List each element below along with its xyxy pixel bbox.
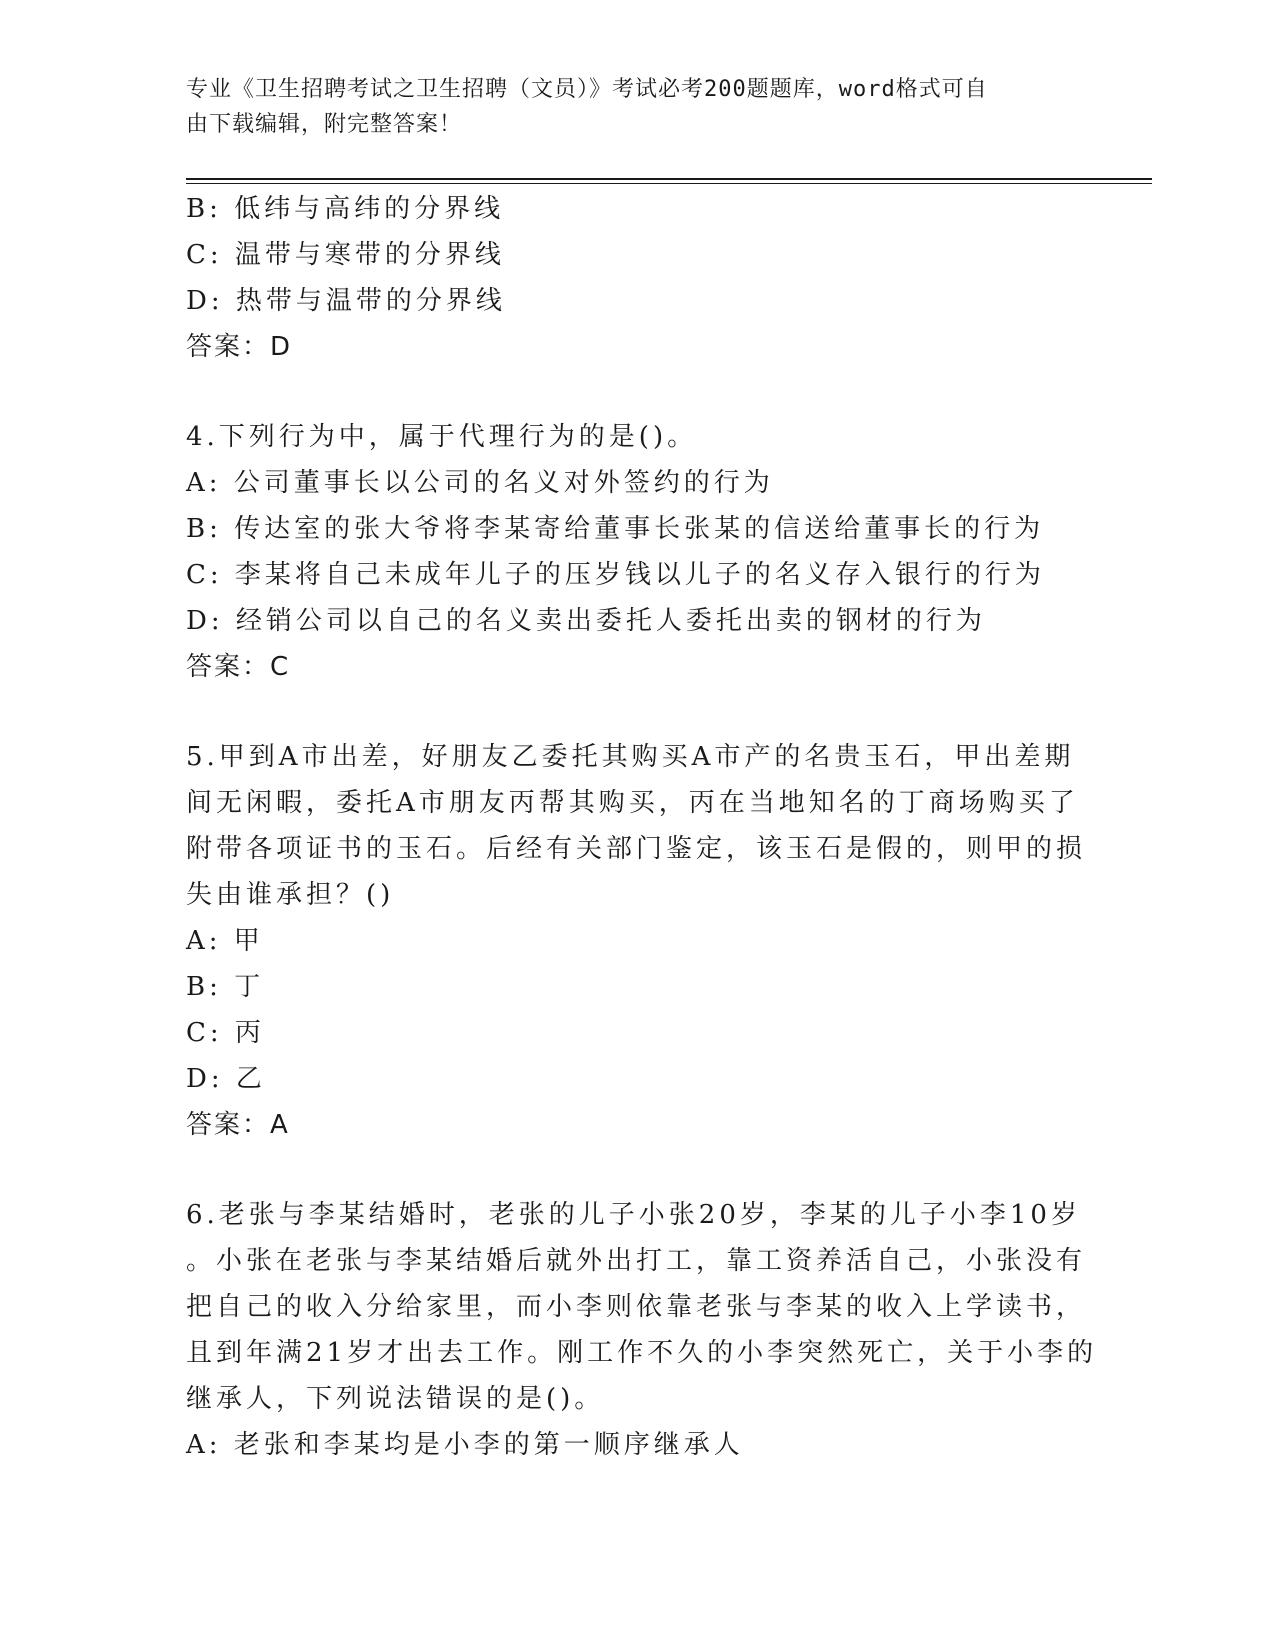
q4-option-c: C: 李某将自己未成年儿子的压岁钱以儿子的名义存入银行的行为 <box>186 560 1045 590</box>
q3-option-c: C: 温带与寒带的分界线 <box>186 240 505 270</box>
header-line-2: 由下载编辑，附完整答案！ <box>186 112 463 137</box>
document-header <box>186 72 1066 142</box>
q6-stem-line: 把自己的收入分给家里，而小李则依靠老张与李某的收入上学读书， <box>186 1292 1087 1322</box>
header-divider-thin <box>186 183 1152 184</box>
q4-option-b: B: 传达室的张大爷将李某寄给董事长张某的信送给董事长的行为 <box>186 514 1045 544</box>
q6-option-a: A: 老张和李某均是小李的第一顺序继承人 <box>186 1430 744 1460</box>
q5-stem-line: 5.甲到A市出差，好朋友乙委托其购买A市产的名贵玉石，甲出差期 <box>186 742 1075 772</box>
q5-option-a: A: 甲 <box>186 926 264 956</box>
q5-stem-line: 失由谁承担？() <box>186 880 395 910</box>
q6-stem-line: 且到年满21岁才出去工作。刚工作不久的小李突然死亡，关于小李的 <box>186 1338 1098 1368</box>
q6-stem-line: 继承人，下列说法错误的是()。 <box>186 1384 605 1414</box>
question-content <box>186 186 1098 1468</box>
q3-answer: 答案：D <box>186 332 293 362</box>
q5-option-b: B: 丁 <box>186 972 265 1002</box>
question-3-tail <box>186 186 1086 370</box>
q6-stem <box>186 1192 1098 1422</box>
q5-answer: 答案：A <box>186 1110 290 1140</box>
spacer <box>186 690 1086 734</box>
q6-stem-line: 。小张在老张与李某结婚后就外出打工，靠工资养活自己，小张没有 <box>186 1246 1087 1276</box>
q6-stem-line: 6.老张与李某结婚时，老张的儿子小张20岁，李某的儿子小李10岁 <box>186 1200 1081 1230</box>
q5-stem <box>186 734 1086 918</box>
header-divider-thick <box>186 178 1152 180</box>
q5-option-d: D: 乙 <box>186 1064 266 1094</box>
q4-option-a: A: 公司董事长以公司的名义对外签约的行为 <box>186 468 774 498</box>
question-4 <box>186 414 1086 690</box>
question-6 <box>186 1192 1098 1468</box>
q3-option-d: D: 热带与温带的分界线 <box>186 286 506 316</box>
question-5 <box>186 734 1086 1148</box>
q5-stem-line: 附带各项证书的玉石。后经有关部门鉴定，该玉石是假的，则甲的损 <box>186 834 1087 864</box>
q5-stem-line: 间无闲暇，委托A市朋友丙帮其购买，丙在当地知名的丁商场购买了 <box>186 788 1079 818</box>
header-line-1: 专业《卫生招聘考试之卫生招聘（文员）》考试必考200题题库，word格式可自 <box>186 77 988 102</box>
spacer <box>186 370 1086 414</box>
q4-option-d: D: 经销公司以自己的名义卖出委托人委托出卖的钢材的行为 <box>186 606 986 636</box>
q3-option-b: B: 低纬与高纬的分界线 <box>186 194 505 224</box>
q4-stem: 4.下列行为中，属于代理行为的是()。 <box>186 422 698 452</box>
q4-answer: 答案：C <box>186 652 291 682</box>
q5-option-c: C: 丙 <box>186 1018 265 1048</box>
spacer <box>186 1148 1086 1192</box>
